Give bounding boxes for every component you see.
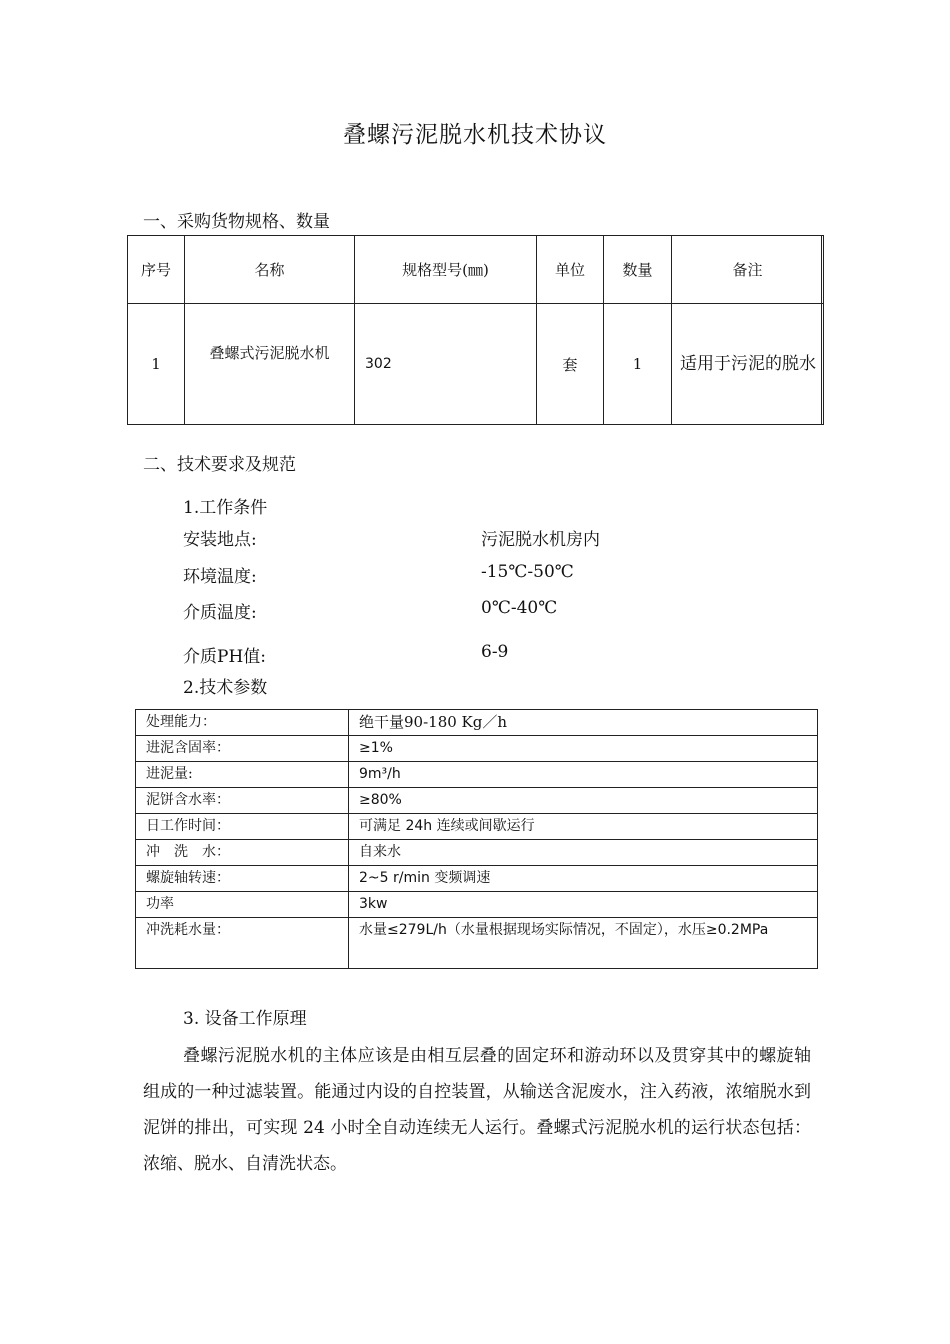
cell-note: 适用于污泥的脱水 [672,304,824,425]
table-row [136,918,818,969]
condition-label: 介质PH值: [183,647,266,667]
header-cell: 数量 [604,236,672,304]
condition-value: 污泥脱水机房内 [481,530,600,550]
condition-label: 介质温度: [183,603,257,623]
param-value: 3kw [349,892,818,918]
param-value: 自来水 [349,840,818,866]
param-value: 水量≤279L/h（水量根据现场实际情况，不固定），水压≥0.2MPa [349,918,818,969]
condition-value: -15℃-50℃ [481,562,574,582]
param-label: 功率 [136,892,349,918]
cell-name-text: 叠螺式污泥脱水机 [209,344,330,362]
condition-label: 安装地点: [183,530,257,550]
header-cell: 规格型号(㎜) [355,236,537,304]
param-label: 冲 洗 水： [136,840,349,866]
param-value: ≥1% [349,736,818,762]
table-row [136,840,818,866]
cell-name [185,304,355,425]
table-double-border [821,235,823,425]
parameter-table [135,709,818,969]
table-row [136,866,818,892]
table-row [136,814,818,840]
param-value: 可满足 24h 连续或间歇运行 [349,814,818,840]
cell-unit: 套 [537,304,604,425]
param-label: 泥饼含水率： [136,788,349,814]
param-label: 日工作时间： [136,814,349,840]
cell-spec: 302 [355,304,537,425]
table-row [136,788,818,814]
param-value: 9m³/h [349,762,818,788]
table-row [136,736,818,762]
document-title: 叠螺污泥脱水机技术协议 [343,122,607,148]
param-label: 进泥含固率： [136,736,349,762]
header-cell: 名称 [185,236,355,304]
section-heading-procurement: 一、采购货物规格、数量 [143,212,330,232]
param-label: 螺旋轴转速： [136,866,349,892]
param-label: 冲洗耗水量： [136,918,349,969]
subheading-technical-parameters: 2.技术参数 [183,678,268,698]
section-heading-technical: 二、技术要求及规范 [143,455,296,475]
condition-label: 环境温度: [183,567,257,587]
header-cell: 序号 [128,236,185,304]
condition-value: 0℃-40℃ [481,598,558,618]
table-row [128,304,824,425]
param-value: ≥80% [349,788,818,814]
subheading-working-conditions: 1.工作条件 [183,498,268,518]
table-row [136,710,818,736]
header-cell: 备注 [672,236,824,304]
param-value: 绝干量90-180 Kg／h [349,710,818,736]
principle-paragraph: 叠螺污泥脱水机的主体应该是由相互层叠的固定环和游动环以及贯穿其中的螺旋轴组成的一种过滤装置。能通过内设的自控装置，从输送含泥废水，注入药液，浓缩脱水到泥饼的排出，可实现 24 小时全自动连续无人运行。叠螺式污泥脱水机的运行状态包括：浓缩、脱水、自清洗状态。 [143,1046,811,1174]
procurement-table [127,235,824,425]
table-row [136,892,818,918]
cell-qty: 1 [604,304,672,425]
param-value: 2~5 r/min 变频调速 [349,866,818,892]
table-row [136,762,818,788]
subheading-working-principle: 3. 设备工作原理 [183,1009,307,1029]
cell-no: 1 [128,304,185,425]
param-label: 进泥量: [136,762,349,788]
condition-value: 6-9 [481,642,509,662]
param-label: 处理能力： [136,710,349,736]
header-cell: 单位 [537,236,604,304]
table-header-row [128,236,824,304]
